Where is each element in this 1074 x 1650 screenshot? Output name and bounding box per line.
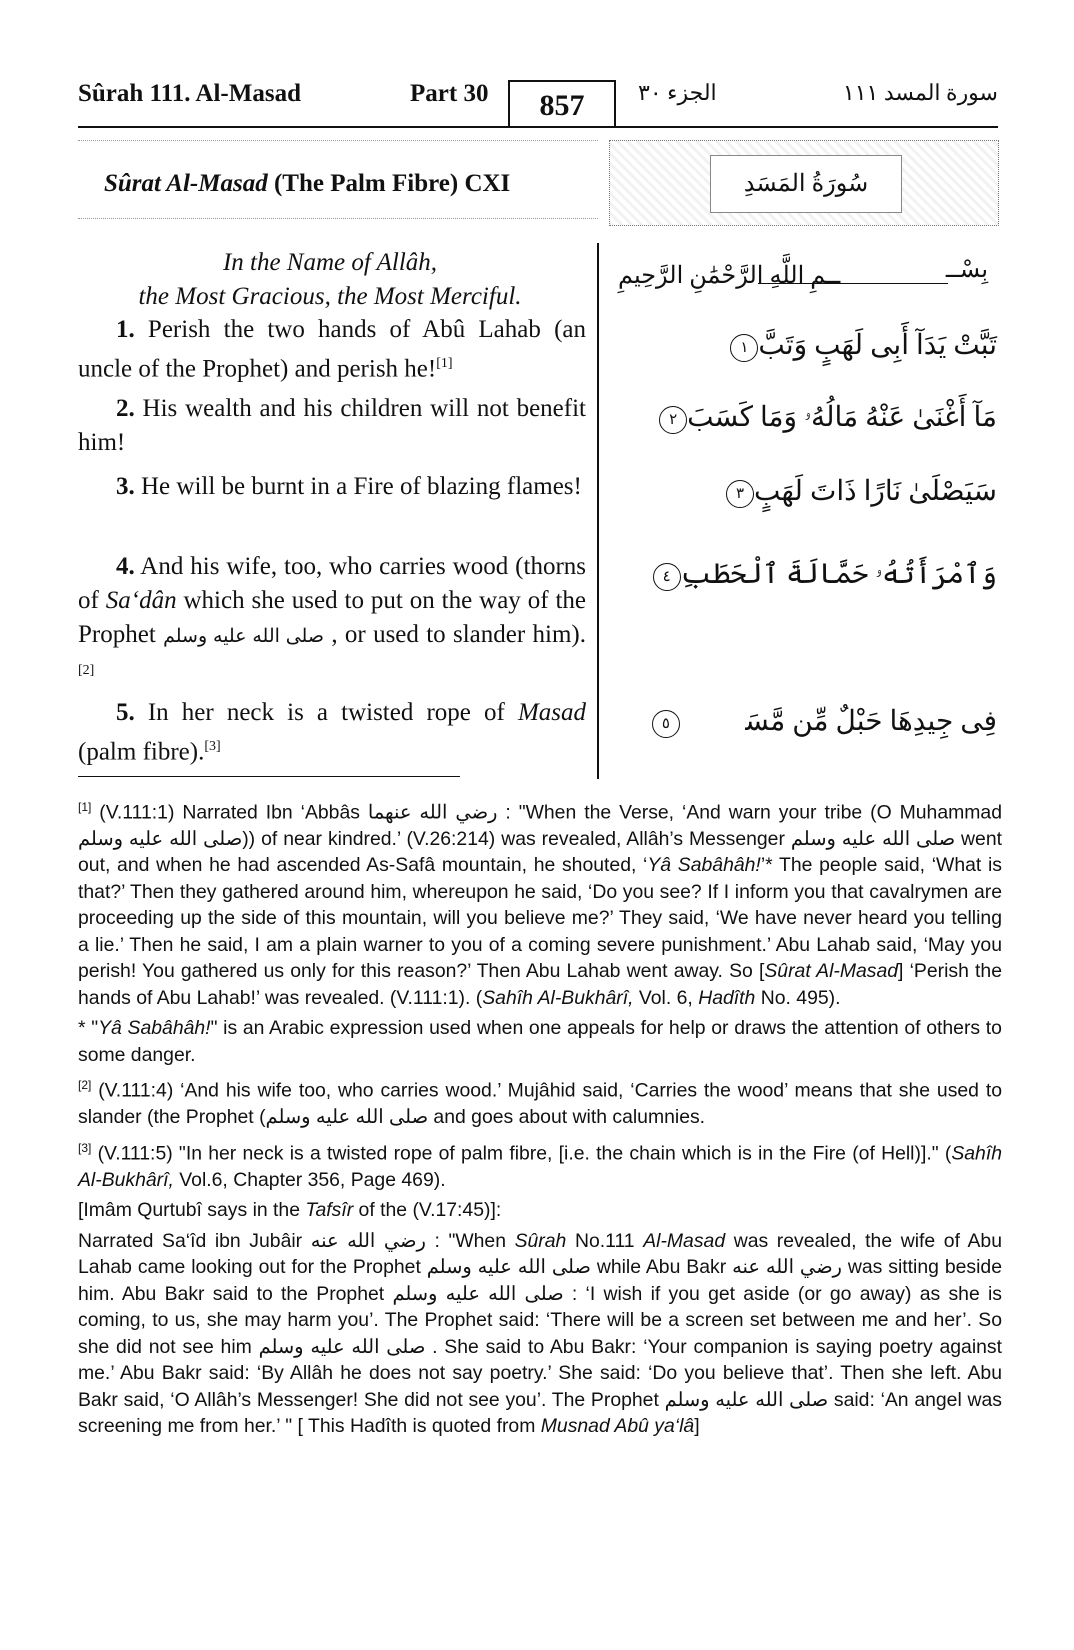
footnote-ref[interactable]: [3] <box>204 739 221 754</box>
arabic-phrase: صلى الله عليه وسلم <box>392 1282 564 1305</box>
qurtubi-note <box>78 1197 1002 1224</box>
basmala-arabic-start: بِسْــ <box>945 257 988 283</box>
narration-note <box>78 1228 1002 1440</box>
verse-translation-5 <box>78 696 586 769</box>
verse-text: He will be burnt in a Fire of blazing flames! <box>134 473 582 500</box>
arabic-phrase: صلى الله عليه وسلم <box>790 827 956 850</box>
footnote-text: (V.111:4) ‘And his wife too, who carries wood.’ Mujâhid said, ‘Carries the wood’ means that she used to slander (the Prophet <box>78 1079 1002 1129</box>
footnote-text: [Imâm Qurtubî says in the <box>78 1199 306 1222</box>
surah-heading-italic: Sûrat Al-Masad <box>104 170 268 197</box>
verse-number: 1. <box>116 316 135 343</box>
footnote-star <box>78 1015 1002 1068</box>
footnote-text: (V.111:1) Narrated Ibn ‘Abbâs <box>91 801 368 824</box>
footnote-text: Vol. 6, <box>633 986 699 1009</box>
arabic-phrase: رضي الله عنهما <box>367 801 498 824</box>
footnote-2 <box>78 1072 1002 1130</box>
verse-arabic-4 <box>647 557 997 591</box>
footnote-italic: Musnad Abû ya‘lâ <box>540 1415 695 1438</box>
footnote-text: No. 495). <box>755 986 841 1009</box>
verse-arabic-1 <box>724 328 997 362</box>
footnote-italic: Hadîth <box>698 986 756 1009</box>
footnote-italic: Sahîh Al-Bukhârî, <box>78 1142 1002 1191</box>
footnote-marker: [3] <box>78 1140 92 1155</box>
part-arabic: الجزء ٣٠ <box>638 80 717 105</box>
verse-arabic-text: تَبَّتْ يَدَآ أَبِى لَهَبٍ وَتَبَّ <box>758 330 997 361</box>
verse-end-marker: ٤ <box>653 563 681 591</box>
verse-number: 5. <box>116 699 135 726</box>
arabic-title-banner <box>609 140 999 226</box>
verse-arabic-3 <box>720 474 997 508</box>
basmala-arabic <box>618 255 988 295</box>
verse-arabic-text: وَٱمْرَأَتُهُۥ حَمَّالَةَ ٱلْحَطَبِ <box>680 559 997 590</box>
basmala-line-1: In the Name of Allâh, <box>222 249 438 276</box>
arabic-phrase: صلى الله عليه وسلم <box>664 1388 829 1411</box>
verse-arabic-2 <box>653 400 997 434</box>
basmala-translation <box>75 246 585 314</box>
footnote-text: of the (V.17:45)]: <box>353 1199 502 1222</box>
footnote-text: ] ‘Perish the hands of Abu Lahab!’ was revealed. (V.111:1). ( <box>78 960 1002 1009</box>
verse-text: In her neck is a twisted rope of <box>134 699 518 726</box>
footnote-text: said: ‘An angel was screening me from her.’ " [ This Hadîth is quoted from <box>78 1388 1002 1438</box>
footnote-marker: [1] <box>78 800 92 814</box>
footnote-text: : "When the Verse, ‘And warn your tribe (O Muhammad <box>497 801 1002 824</box>
footnote-text: went out, and when he had ascended As-Safâ mountain, he shouted, ‘ <box>78 827 1003 877</box>
verse-italic-term: Sa‘dân <box>105 587 177 614</box>
surah-latin-title: Sûrah 111. Al-Masad <box>78 80 301 107</box>
verse-end-marker: ٣ <box>726 480 754 508</box>
surah-arabic-title: سورة المسد ١١١ <box>842 80 998 105</box>
basmala-line-2: the Most Gracious, the Most Merciful. <box>138 283 522 310</box>
footnote-italic: Al-Masad <box>643 1229 726 1252</box>
verse-italic-term: Masad <box>517 699 586 726</box>
verse-end-marker: ١ <box>730 334 758 362</box>
verse-arabic-text: سَيَصْلَىٰ نَارًا ذَاتَ لَهَبٍ <box>754 476 997 507</box>
verse-arabic-text: مَآ أَغْنَىٰ عَنْهُ مَالُهُۥ وَمَا كَسَبَ <box>687 402 997 433</box>
basmala-arabic-end: ــمِ اللَّهِ الرَّحْمَٰنِ الرَّحِيمِ <box>618 263 841 289</box>
footnote-text: . She said to Abu Bakr: ‘Your companion is saying poetry against me.’ Abu Bakr said: ‘By Allâh he does not say poetry.’ She said: ‘Do you believe that’. Then she left. Abu Bakr said, ‘O Allâh’s Messenger! She did not see you’. The Prophet <box>78 1335 1002 1411</box>
verse-arabic-5 <box>646 704 997 738</box>
footnote-rule <box>78 776 460 777</box>
verse-end-marker: ٢ <box>659 406 687 434</box>
footnote-italic: Sahîh Al-Bukhârî, <box>482 986 634 1009</box>
part-label: Part 30 <box>410 80 489 107</box>
column-divider <box>597 243 599 779</box>
verse-text: And his wife, too, who carries wood (thorns of <box>78 553 586 614</box>
footnote-text: * " <box>78 1017 99 1040</box>
page-number: 857 <box>508 80 616 128</box>
footnote-text: : ‘I wish if you get aside (or go away) as she is coming, to us, she may harm you’. The Prophet said: ‘There will be a screen set between me and her’. So she did not see him <box>78 1282 1003 1358</box>
verse-text: (palm fibre). <box>78 738 205 766</box>
footnote-text: No.111 <box>566 1229 644 1252</box>
verse-number: 3. <box>116 473 135 500</box>
footnote-italic: Yâ Sabâhâh! <box>98 1017 211 1040</box>
verse-end-marker: ٥ <box>652 710 680 738</box>
verse-text: , or used to slander him). <box>324 621 586 648</box>
footnote-text: Vol.6, Chapter 356, Page 469). <box>173 1168 446 1191</box>
footnote-1 <box>78 794 1002 1011</box>
verse-text: Perish the two hands of Abû Lahab (an uncle of the Prophet) and perish he! <box>78 316 586 383</box>
arabic-title: سُورَةُ المَسَدِ <box>710 155 902 213</box>
arabic-phrase: رضي الله عنه <box>310 1229 426 1252</box>
arabic-phrase: رضي الله عنه <box>732 1256 842 1279</box>
surah-heading <box>104 170 510 198</box>
footnote-text: was sitting beside him. Abu Bakr said to the Prophet <box>78 1256 1002 1305</box>
footnote-3 <box>78 1135 1002 1193</box>
footnote-ref[interactable]: [2] <box>78 663 95 678</box>
arabic-phrase: صلى الله عليه وسلم) <box>259 1106 429 1129</box>
footnote-text: Narrated Sa‘îd ibn Jubâir <box>78 1229 311 1252</box>
dotted-divider <box>78 140 598 141</box>
footnote-text: : "When <box>425 1229 515 1252</box>
dotted-divider <box>78 218 598 219</box>
footnote-italic: Tafsîr <box>305 1199 354 1222</box>
footnote-text: (V.111:5) "In her neck is a twisted rope of palm fibre, [i.e. the chain which is in the Fire (of Hell)]." ( <box>91 1142 952 1165</box>
verse-text: His wealth and his children will not benefit him! <box>78 395 586 456</box>
verse-number: 4. <box>116 553 135 580</box>
arabic-phrase: (صلى الله عليه وسلم <box>78 827 249 850</box>
verse-arabic-text: فِى جِيدِهَا حَبْلٌ مِّن مَّسَدٍۭ <box>679 706 997 737</box>
footnote-ref[interactable]: [1] <box>436 356 453 371</box>
verse-translation-4 <box>78 550 586 693</box>
footnote-text: was revealed, the wife of Abu Lahab came looking out for the Prophet <box>78 1229 1002 1279</box>
footnotes <box>78 794 1002 1444</box>
footnote-text: " is an Arabic expression used when one appeals for help or draws the attention of others to some danger. <box>78 1017 1002 1066</box>
footnote-italic: Sûrat Al-Masad <box>764 960 899 983</box>
footnote-text: ) of near kindred.’ (V.26:214) was revealed, Allâh’s Messenger <box>248 827 791 850</box>
arabic-phrase: صلى الله عليه وسلم <box>426 1256 591 1279</box>
verse-number: 2. <box>116 395 135 422</box>
verse-translation-3 <box>78 470 586 504</box>
salutation-arabic: صلى الله عليه وسلم <box>163 626 324 647</box>
footnote-text: and goes about with calumnies. <box>428 1106 706 1129</box>
arabic-phrase: صلى الله عليه وسلم <box>258 1335 426 1358</box>
header-rule <box>78 126 998 128</box>
verse-translation-2 <box>78 392 586 460</box>
footnote-marker: [2] <box>78 1078 92 1093</box>
verse-text: which she used to put on the way of the Prophet <box>78 587 586 648</box>
page-header <box>78 80 998 132</box>
footnote-italic: Sûrah <box>514 1229 567 1252</box>
verse-translation-1 <box>78 313 586 386</box>
surah-heading-rest: (The Palm Fibre) CXI <box>267 170 511 197</box>
footnote-text: while Abu Bakr <box>590 1256 733 1279</box>
footnote-text: ] <box>694 1415 700 1438</box>
footnote-italic: Yâ Sabâhâh! <box>647 854 761 877</box>
footnote-text: ’* The people said, ‘What is that?’ Then they gathered around him, whereupon he said, ‘Do you see? If I inform you that cavalrymen are proceeding up the side of this mountain, will you believe me?’ They said, ‘We have never heard you telling a lie.’ Then he said, I am a plain warner to you of a coming severe punishment.’ Abu Lahab said, ‘May you perish! You gathered us only for this reason?’ Then Abu Lahab went away. So [ <box>78 854 1002 983</box>
